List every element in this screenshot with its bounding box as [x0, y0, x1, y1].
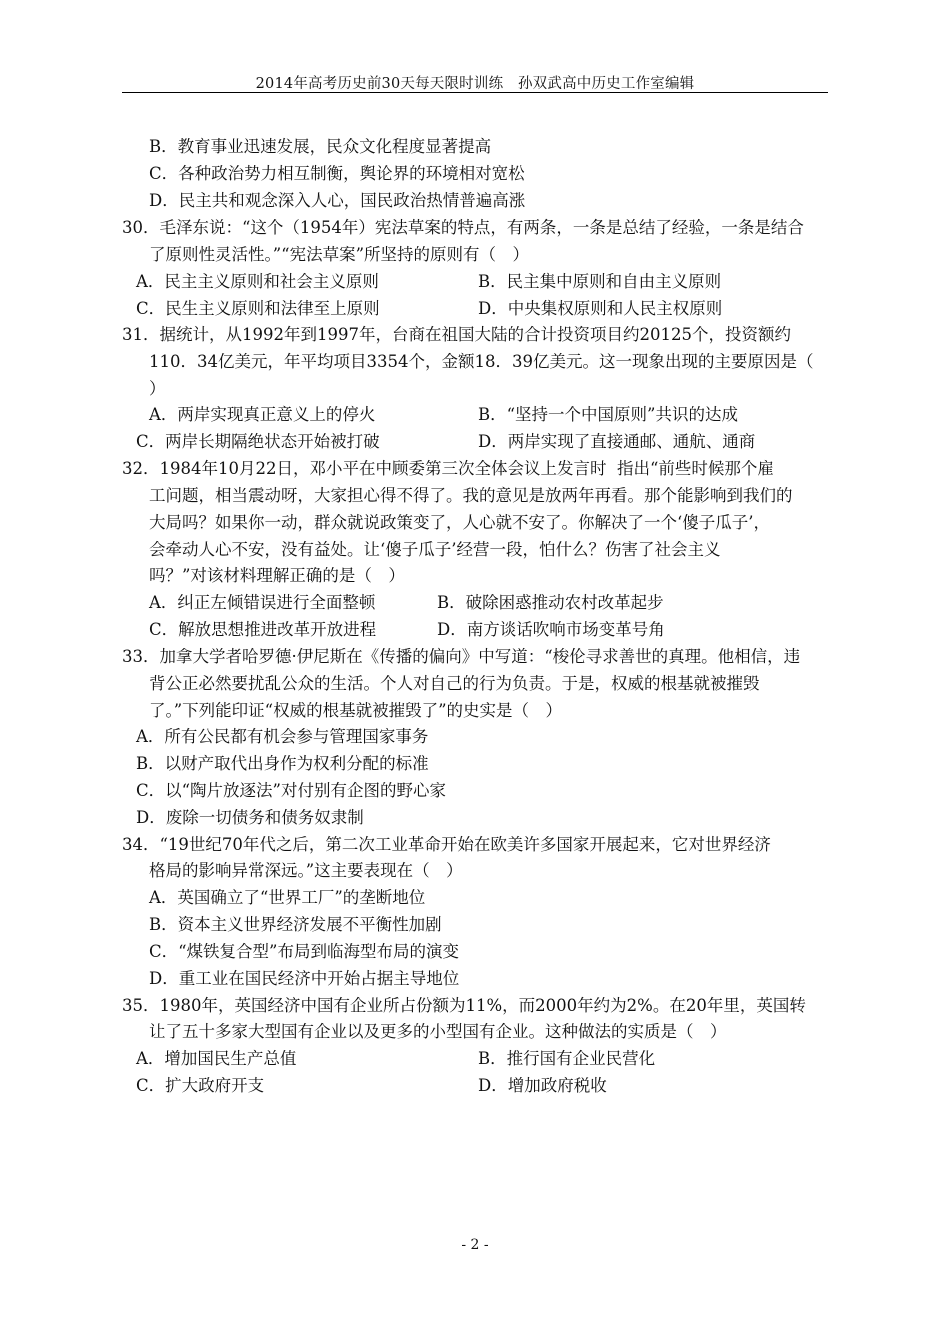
- q33-option-c: C．以“陶片放逐法”对付别有企图的野心家: [136, 781, 446, 800]
- q30-option-b: B．民主集中原则和自由主义原则: [478, 272, 722, 291]
- q32-option-b: B．破除困惑推动农村改革起步: [437, 593, 664, 612]
- q31-option-d: D．两岸实现了直接通邮、通航、通商: [478, 432, 756, 451]
- q33-stem-line-3: 了。”下列能印证“权威的根基就被摧毁了”的史实是（ ）: [149, 701, 563, 720]
- q31-option-b: B．“坚持一个中国原则”共识的达成: [478, 405, 738, 424]
- page-number: - 2 -: [461, 1237, 489, 1253]
- q32-stem-line-3: 大局吗？如果你一动，群众就说政策变了，人心就不安了。你解决了一个‘傻子瓜子’，: [149, 513, 770, 532]
- q32-stem-line-1: 32．1984年10月22日，邓小平在中顾委第三次全体会议上发言时 指出“前些时候那个雇: [122, 459, 774, 478]
- q31-stem-line-2: 110．34亿美元，年平均项目3354个，金额18．39亿美元。这一现象出现的主要原因是（: [149, 352, 814, 371]
- q34-option-d: D．重工业在国民经济中开始占据主导地位: [149, 969, 460, 988]
- q35-option-d: D．增加政府税收: [478, 1076, 607, 1095]
- q32-stem-line-2: 工问题，相当震动呀，大家担心得不得了。我的意见是放两年再看。那个能影响到我们的: [149, 486, 793, 505]
- q31-option-c: C．两岸长期隔绝状态开始被打破: [136, 432, 380, 451]
- q29-option-c: C．各种政治势力相互制衡，舆论界的环境相对宽松: [149, 164, 525, 183]
- q29-option-d: D．民主共和观念深入人心，国民政治热情普遍高涨: [149, 191, 526, 210]
- q32-option-a: A．纠正左倾错误进行全面整顿: [149, 593, 376, 612]
- q32-stem-line-5: 吗？”对该材料理解正确的是（ ）: [149, 566, 405, 585]
- q35-stem-line-1: 35．1980年，英国经济中国有企业所占份额为11%，而2000年约为2%。在20年里，英国转: [122, 996, 806, 1015]
- q34-option-a: A．英国确立了“世界工厂”的垄断地位: [149, 888, 426, 907]
- q35-option-c: C．扩大政府开支: [136, 1076, 265, 1095]
- q35-option-b: B．推行国有企业民营化: [478, 1049, 656, 1068]
- q35-stem-line-2: 让了五十多家大型国有企业以及更多的小型国有企业。这种做法的实质是（ ）: [149, 1022, 727, 1041]
- q32-option-c: C．解放思想推进改革开放进程: [149, 620, 377, 639]
- q32-stem-line-4: 会牵动人心不安，没有益处。让‘傻子瓜子’经营一段，怕什么？伤害了社会主义: [149, 540, 721, 559]
- page-header: 2014年高考历史前30天每天限时训练 孙双武高中历史工作室编辑: [255, 76, 695, 92]
- q29-option-b: B．教育事业迅速发展，民众文化程度显著提高: [149, 137, 492, 156]
- q30-option-a: A．民主主义原则和社会主义原则: [136, 272, 379, 291]
- q30-option-c: C．民生主义原则和法律至上原则: [136, 299, 380, 318]
- q30-option-d: D．中央集权原则和人民主权原则: [478, 299, 723, 318]
- q34-stem-line-1: 34．“19世纪70年代之后，第二次工业革命开始在欧美许多国家开展起来，它对世界经济: [122, 835, 771, 854]
- q34-stem-line-2: 格局的影响异常深远。”这主要表现在（ ）: [149, 861, 463, 880]
- q32-option-d: D．南方谈话吹响市场变革号角: [437, 620, 665, 639]
- q31-stem-line-3: ）: [149, 379, 166, 398]
- q30-stem-line-2: 了原则性灵活性。”“宪法草案”所坚持的原则有（ ）: [149, 245, 530, 264]
- header-rule: [122, 92, 828, 93]
- q33-stem-line-1: 33．加拿大学者哈罗德·伊尼斯在《传播的偏向》中写道：“梭伦寻求善世的真理。他相信，违: [122, 647, 801, 666]
- q33-option-b: B．以财产取代出身作为权利分配的标准: [136, 754, 429, 773]
- q35-option-a: A．增加国民生产总值: [136, 1049, 297, 1068]
- q30-stem-line-1: 30．毛泽东说：“这个（1954年）宪法草案的特点，有两条，一条是总结了经验，一条是结合: [122, 218, 804, 237]
- q34-option-b: B．资本主义世界经济发展不平衡性加剧: [149, 915, 442, 934]
- q33-stem-line-2: 背公正必然要扰乱公众的生活。个人对自己的行为负责。于是，权威的根基就被摧毁: [149, 674, 760, 693]
- q33-option-d: D．废除一切债务和债务奴隶制: [136, 808, 364, 827]
- q33-option-a: A．所有公民都有机会参与管理国家事务: [136, 727, 429, 746]
- q31-stem-line-1: 31．据统计，从1992年到1997年，台商在祖国大陆的合计投资项目约20125个，投资额约: [122, 325, 791, 344]
- q31-option-a: A．两岸实现真正意义上的停火: [149, 405, 376, 424]
- q34-option-c: C．“煤铁复合型”布局到临海型布局的演变: [149, 942, 459, 961]
